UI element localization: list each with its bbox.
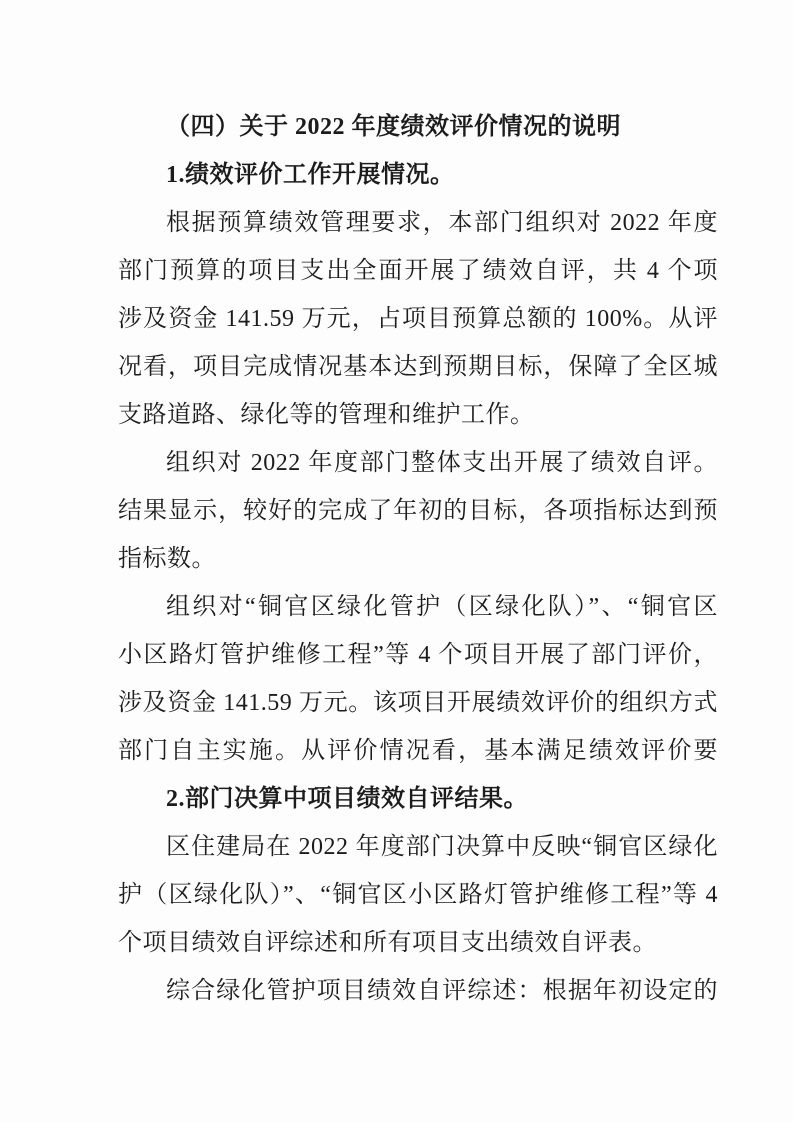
text-line: 根据预算绩效管理要求，本部门组织对 2022 年度: [166, 210, 718, 236]
paragraph: [118, 583, 718, 775]
text-line: 涉及资金 141.59 万元。该项目开展绩效评价的组织方式: [118, 690, 718, 716]
text-line: 组织对“铜官区绿化管护（区绿化队）”、“铜官区: [166, 594, 718, 620]
text-line: 部门自主实施。从评价情况看，基本满足绩效评价要: [118, 738, 718, 764]
text-line: 1.绩效评价工作开展情况。: [166, 162, 455, 188]
text-line: 指标数。: [118, 546, 216, 572]
text-line: 区住建局在 2022 年度部门决算中反映“铜官区绿化: [166, 834, 718, 860]
text-line: 涉及资金 141.59 万元，占项目预算总额的 100%。从评: [118, 306, 718, 332]
paragraph: [118, 199, 718, 439]
text-line: 支路道路、绿化等的管理和维护工作。: [118, 402, 535, 428]
section-heading: [118, 151, 718, 199]
text-line: 2.部门决算中项目绩效自评结果。: [166, 786, 528, 812]
paragraph: [118, 967, 718, 1015]
text-line: 况看，项目完成情况基本达到预期目标，保障了全区城: [118, 354, 718, 380]
section-title: [118, 103, 718, 151]
text-line: 护（区绿化队）”、“铜官区小区路灯管护维修工程”等 4: [118, 882, 718, 908]
text-line: 结果显示，较好的完成了年初的目标，各项指标达到预: [118, 498, 718, 524]
text-line: 小区路灯管护维修工程”等 4 个项目开展了部门评价，: [118, 642, 718, 668]
text-line: 综合绿化管护项目绩效自评综述：根据年初设定的: [166, 978, 718, 1004]
paragraph: [118, 439, 718, 583]
text-line: 组织对 2022 年度部门整体支出开展了绩效自评。: [166, 450, 718, 476]
section-heading: [118, 775, 718, 823]
text-line: 个项目绩效自评综述和所有项目支出绩效自评表。: [118, 930, 657, 956]
text-line: （四）关于 2022 年度绩效评价情况的说明: [166, 114, 621, 140]
text-line: 部门预算的项目支出全面开展了绩效自评，共 4 个项: [118, 258, 718, 284]
paragraph: [118, 823, 718, 967]
